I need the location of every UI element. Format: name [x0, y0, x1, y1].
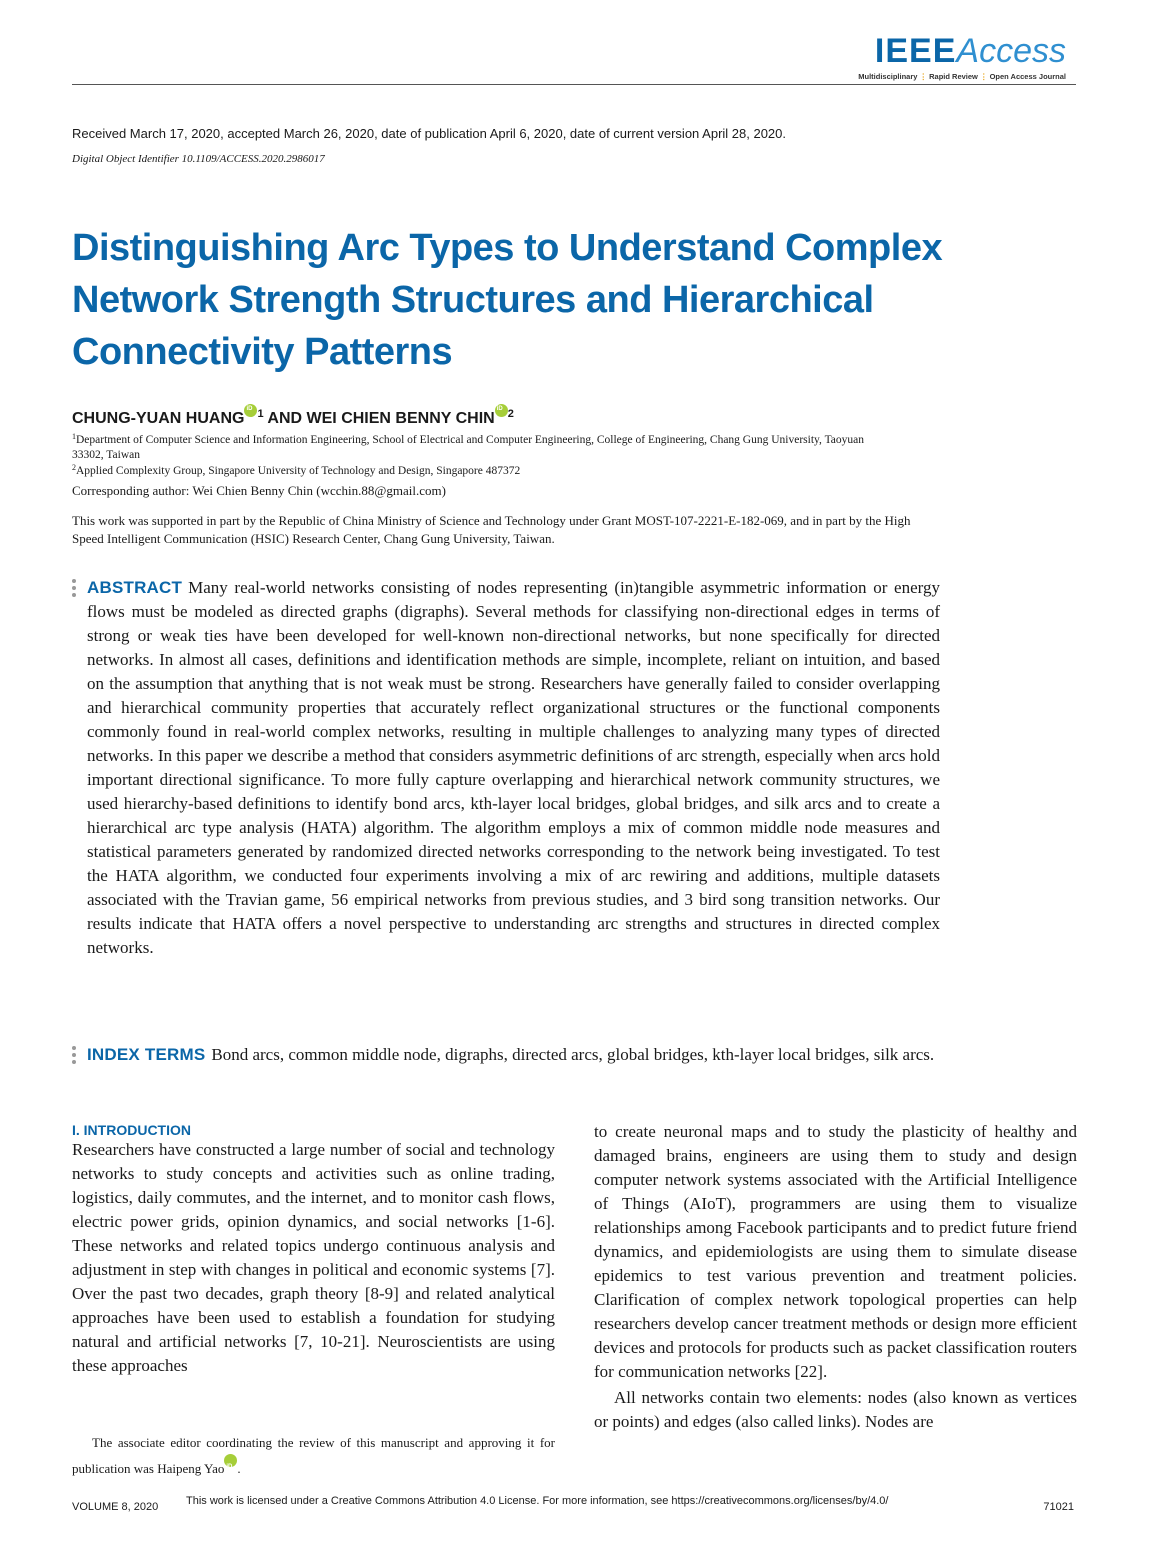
logo-tagline-2: Rapid Review: [929, 72, 978, 81]
affiliation-2-mark: 2: [72, 463, 76, 472]
received-dates: Received March 17, 2020, accepted March 26, 2020, date of publication April 6, 2020, date of current version April 28, 2020.: [72, 126, 787, 141]
author-1-affiliation-mark: 1: [257, 408, 264, 420]
abstract-block: [72, 576, 940, 960]
affiliation-1: [72, 429, 892, 463]
editor-footnote-text: The associate editor coordinating the review of this manuscript and approving it for publication was Haipeng Yao: [72, 1435, 555, 1476]
section-heading-introduction: I. INTRODUCTION: [72, 1122, 191, 1138]
editor-footnote-end: .: [237, 1461, 241, 1476]
affiliation-1-text: Department of Computer Science and Information Engineering, School of Electrical and Computer Engineering, College of Engineering, Chang Gung University, Taoyuan 33302, Taiwan: [72, 434, 865, 461]
logo-access-text: Access: [956, 32, 1066, 70]
logo-ieee-text: IEEE: [874, 32, 957, 70]
logo-tagline-sep: ⋮: [919, 72, 928, 81]
affiliation-2-text: Applied Complexity Group, Singapore University of Technology and Design, Singapore 487372: [76, 465, 521, 477]
funding-note: This work was supported in part by the Republic of China Ministry of Science and Technology under Grant MOST-107-2221-E-182-069, and in part by the High Speed Intelligent Communication (HSIC) Research Center, Chang Gung University, Taiwan.: [72, 513, 911, 546]
abstract-text: Many real-world networks consisting of nodes representing (in)tangible asymmetric information or energy flows must be modeled as directed graphs (digraphs). Several methods for classifying non-directional edges in terms of strong or weak ties have been developed for well-known non-directional networks, but none specifically for directed networks. In almost all cases, definitions and identification methods are simple, incomplete, reliant on intuition, and based on the assumption that anything that is not weak must be strong. Researchers have generally failed to consider overlapping and hierarchical community properties that accurately reflect organizational structures or the functional components commonly found in real-world complex networks, resulting in multiple challenges to analyzing many types of directed networks. In this paper we describe a method that considers asymmetric definitions of arc strength, especially when arcs hold important directional significance. To more fully capture overlapping and hierarchical network community structures, we used hierarchy-based definitions to identify bond arcs, kth-layer local bridges, global bridges, and silk arcs and to create a hierarchical arc type analysis (HATA) algorithm. The algorithm employs a mix of common middle node measures and statistical parameters generated by randomized directed networks corresponding to the network being investigated. To test the HATA algorithm, we conducted four experiments involving a mix of arc rewiring and additions, multiple datasets associated with the Travian game, 56 empirical networks from previous studies, and 3 bird song transition networks. Our results indicate that HATA offers a novel perspective to understanding arc strengths and structures in directed complex networks.: [87, 578, 940, 957]
affiliation-1-mark: 1: [72, 432, 76, 441]
index-terms-label: INDEX TERMS: [87, 1045, 206, 1064]
author-2-affiliation-mark: 2: [507, 408, 514, 420]
intro-paragraph-right-1: to create neuronal maps and to study the plasticity of healthy and damaged brains, engineers are using them to study and design computer network systems associated with the Artificial Intelligence of Things (AIoT), programmers are using them to visualize relationships among Facebook participants and to predict future friend dynamics, and epidemiologists are using them to simulate disease epidemics to test various prevention and treatment policies. Clarification of complex network topological properties can help researchers develop cancer treatment methods or design more efficient devices and protocols for products such as packet classification routers for communication networks [22].: [594, 1122, 1077, 1381]
doi-line: Digital Object Identifier 10.1109/ACCESS.2020.2986017: [72, 153, 325, 165]
ieee-access-logo: [858, 32, 1072, 82]
bullet-dots-icon: [72, 1046, 78, 1067]
logo-wordmark: [875, 32, 1066, 70]
editor-footnote: [72, 1432, 555, 1480]
abstract-label: ABSTRACT: [87, 578, 183, 597]
right-column: [594, 1120, 1077, 1434]
page-number: 71021: [1043, 1501, 1074, 1513]
license-note: This work is licensed under a Creative Commons Attribution 4.0 License. For more information, see https://creativecommons.org/licenses/by/4.0/: [186, 1495, 889, 1507]
bullet-dots-icon: [72, 579, 78, 600]
logo-tagline-1: Multidisciplinary: [858, 72, 918, 81]
orcid-icon[interactable]: [224, 1454, 237, 1467]
index-terms-block: [72, 1043, 940, 1067]
orcid-icon[interactable]: [495, 404, 508, 417]
logo-tagline-3: Open Access Journal: [989, 72, 1066, 81]
author-1: CHUNG-YUAN HUANG: [72, 410, 245, 427]
author-line: [72, 404, 514, 428]
paper-title: Distinguishing Arc Types to Understand Complex Network Strength Structures and Hierarchical Connectivity Patterns: [72, 227, 943, 373]
logo-tagline-sep: ⋮: [979, 72, 988, 81]
header-divider: [72, 84, 1076, 85]
orcid-icon[interactable]: [244, 404, 257, 417]
intro-paragraph-right-2: All networks contain two elements: nodes (also known as vertices or points) and edges (also called links). Nodes are: [594, 1388, 1077, 1431]
affiliation-2: [72, 460, 892, 479]
left-column: [72, 1122, 555, 1378]
index-terms-text: Bond arcs, common middle node, digraphs, directed arcs, global bridges, kth-layer local bridges, silk arcs.: [211, 1045, 935, 1064]
logo-tagline: [858, 72, 1066, 81]
volume-label: VOLUME 8, 2020: [72, 1501, 159, 1513]
corresponding-author: Corresponding author: Wei Chien Benny Chin (wcchin.88@gmail.com): [72, 483, 446, 498]
author-2: AND WEI CHIEN BENNY CHIN: [267, 410, 495, 427]
intro-paragraph-left: Researchers have constructed a large number of social and technology networks to study concepts and activities such as online trading, logistics, daily commutes, and the internet, and to monitor cash flows, electric power grids, opinion dynamics, and social networks [1-6]. These networks and related topics undergo continuous analysis and adjustment in step with changes in political and economic systems [7]. Over the past two decades, graph theory [8-9] and related analytical approaches have been used to establish a foundation for studying natural and artificial networks [7, 10-21]. Neuroscientists are using these approaches: [72, 1140, 555, 1375]
